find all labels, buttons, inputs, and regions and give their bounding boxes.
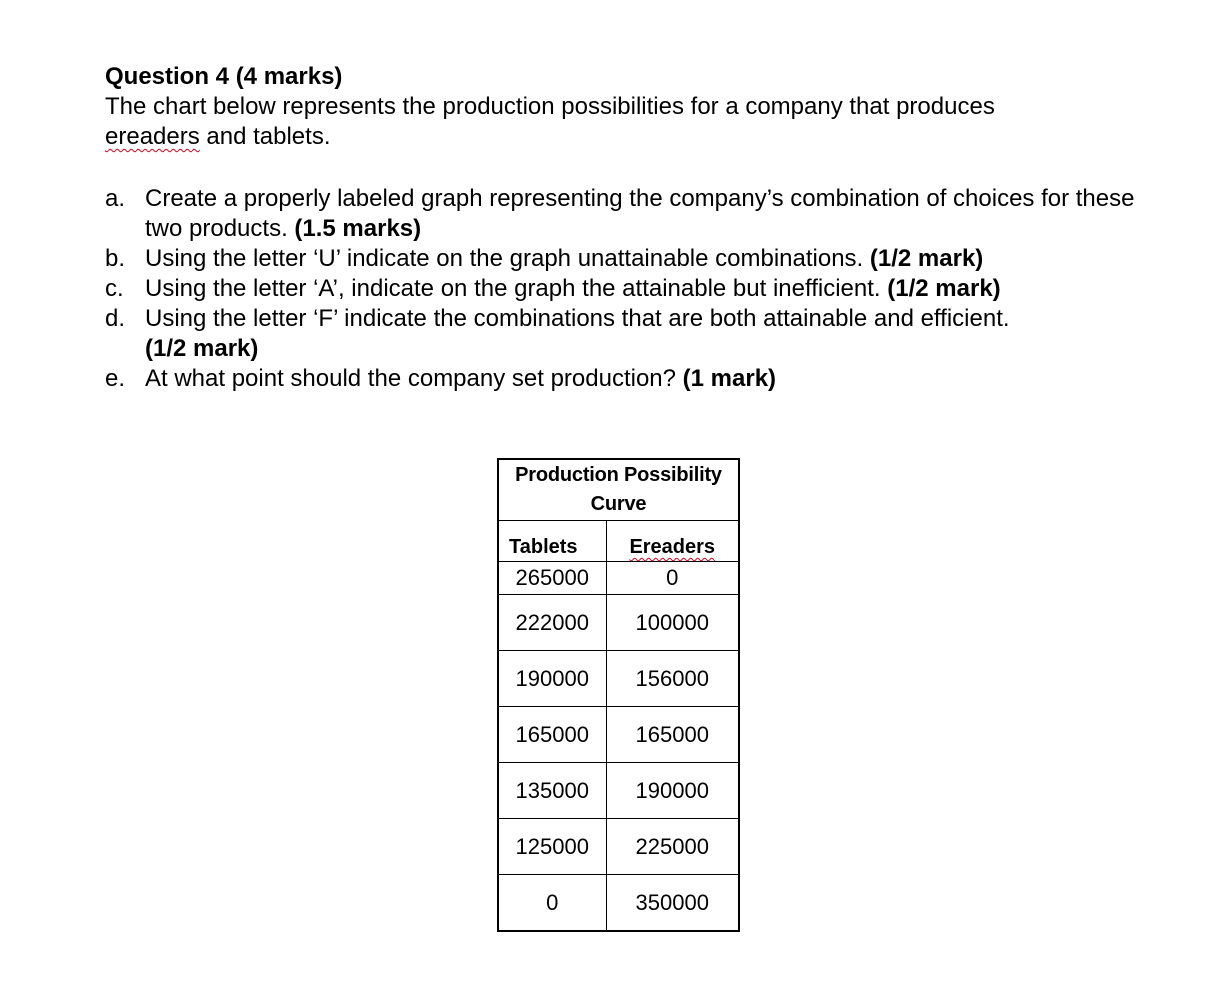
table-title bbox=[498, 459, 739, 521]
part-text-wrap bbox=[145, 304, 1165, 364]
part-letter: b. bbox=[105, 245, 126, 272]
cell-ereaders: 225000 bbox=[606, 819, 739, 875]
table-row bbox=[498, 651, 739, 707]
cell-ereaders: 350000 bbox=[606, 875, 739, 932]
intro-text: The chart below represents the production possibilities for a company that produces bbox=[105, 93, 995, 120]
part-e bbox=[105, 364, 1165, 394]
question-block bbox=[105, 62, 1165, 394]
table-row bbox=[498, 763, 739, 819]
table-title-row bbox=[498, 459, 739, 521]
part-text: Create a properly labeled graph representing the company’s combination of choices for these two products. bbox=[145, 185, 1135, 242]
question-intro bbox=[105, 92, 1165, 152]
table-row bbox=[498, 595, 739, 651]
table-header-row bbox=[498, 521, 739, 562]
cell-ereaders: 100000 bbox=[606, 595, 739, 651]
part-letter: c. bbox=[105, 275, 124, 302]
part-d bbox=[105, 304, 1165, 364]
intro-text-end: and tablets. bbox=[199, 123, 331, 150]
cell-ereaders: 0 bbox=[606, 562, 739, 595]
cell-ereaders: 165000 bbox=[606, 707, 739, 763]
part-b bbox=[105, 244, 1165, 274]
cell-tablets: 165000 bbox=[498, 707, 606, 763]
table-row bbox=[498, 562, 739, 595]
table-row bbox=[498, 875, 739, 932]
cell-tablets: 265000 bbox=[498, 562, 606, 595]
part-marks: (1/2 mark) bbox=[869, 245, 984, 272]
part-letter: a. bbox=[105, 185, 126, 212]
part-text-wrap bbox=[145, 244, 1165, 274]
part-text: Using the letter ‘U’ indicate on the graph unattainable combinations. bbox=[145, 245, 870, 272]
cell-tablets: 222000 bbox=[498, 595, 606, 651]
part-text-wrap bbox=[145, 274, 1165, 304]
col-header-ereaders-text: Ereaders bbox=[629, 536, 716, 558]
part-text: Using the letter ‘A’, indicate on the graph the attainable but inefficient. bbox=[145, 275, 888, 302]
table-row bbox=[498, 819, 739, 875]
question-parts-list bbox=[105, 184, 1165, 394]
part-c bbox=[105, 274, 1165, 304]
col-header-ereaders bbox=[606, 521, 739, 562]
cell-tablets: 125000 bbox=[498, 819, 606, 875]
part-letter: e. bbox=[105, 365, 126, 392]
question-heading: Question 4 (4 marks) bbox=[105, 63, 343, 90]
table-title-line1: Production Possibility bbox=[515, 464, 722, 486]
cell-ereaders: 156000 bbox=[606, 651, 739, 707]
part-text-wrap bbox=[145, 364, 1165, 394]
part-text: Using the letter ‘F’ indicate the combinations that are both attainable and efficient. bbox=[145, 305, 1010, 332]
part-marks: (1.5 marks) bbox=[294, 215, 422, 242]
part-marks: (1 mark) bbox=[682, 365, 777, 392]
cell-tablets: 135000 bbox=[498, 763, 606, 819]
col-header-tablets: Tablets bbox=[498, 521, 606, 562]
cell-ereaders: 190000 bbox=[606, 763, 739, 819]
intro-ereaders-word: ereaders bbox=[105, 123, 200, 150]
part-text-wrap bbox=[145, 184, 1165, 244]
part-marks: (1/2 mark) bbox=[887, 275, 1001, 302]
part-a bbox=[105, 184, 1165, 244]
part-letter: d. bbox=[105, 305, 126, 332]
ppc-table bbox=[497, 458, 740, 932]
table-row bbox=[498, 707, 739, 763]
part-marks: (1/2 mark) bbox=[145, 335, 259, 362]
cell-tablets: 190000 bbox=[498, 651, 606, 707]
table-title-line2: Curve bbox=[590, 493, 647, 515]
cell-tablets: 0 bbox=[498, 875, 606, 932]
part-text: At what point should the company set production? bbox=[145, 365, 683, 392]
